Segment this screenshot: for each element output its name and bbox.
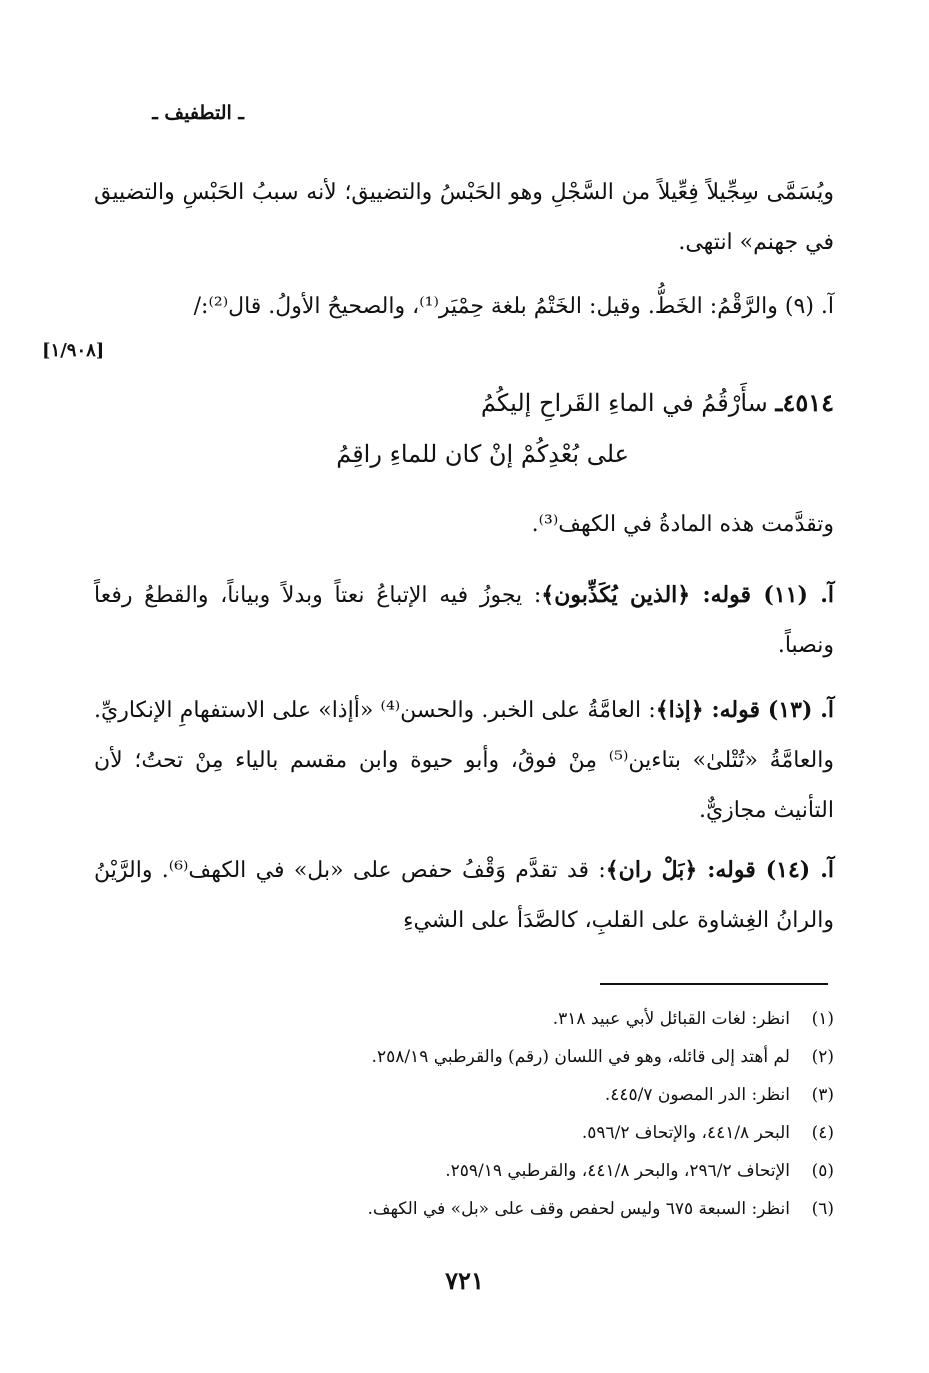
paragraph-raqm: آ. (٩) والرَّقْمُ: الخَطُّ. وقيل: الخَتْمُ بلغة حِمْيَر⁽¹⁾، والصحيحُ الأولُ. قال⁽²⁾:/ (193, 294, 834, 319)
section-heading: آ. (١٤) قوله: ﴿بَلْ ران﴾ (605, 857, 834, 883)
footnote-text: انظر: السبعة ٦٧٥ وليس لحفص وقف على «بل» في الكهف. (367, 1199, 790, 1219)
section-ayah-13 (94, 685, 834, 836)
footnote-number: (٤) (811, 1123, 834, 1143)
footnote-separator (600, 983, 828, 985)
running-header: ـ التطفيف ـ (152, 102, 244, 124)
footnote-number: (٣) (811, 1085, 834, 1105)
verse-hemistich-1: سأَرْقُمُ في الماءِ القَراحِ إليكُمُ (480, 389, 768, 417)
paragraph-sijjil: ويُسَمَّى سِجِّيلاً فِعِّيلاً من السَّجْلِ وهو الحَبْسُ والتضييق؛ لأنه سببُ الحَبْسِ والتضييق في جهنم» انتهى. (94, 180, 834, 255)
paragraph-kahf-reference: وتقدَّمت هذه المادةُ في الكهف⁽³⁾. (531, 512, 834, 537)
footnote-text: لم أهتد إلى قائله، وهو في اللسان (رقم) والقرطبي ٢٥٨/١٩. (371, 1047, 790, 1067)
section-ayah-11 (94, 570, 834, 671)
footnote-3 (94, 1078, 834, 1112)
footnote-number: (٢) (811, 1047, 834, 1067)
section-heading: آ. (١٣) قوله: ﴿إذا﴾ (655, 697, 835, 723)
verse-line-1 (481, 388, 834, 417)
footnote-number: (١) (811, 1009, 834, 1029)
footnote-text: البحر ٤٤١/٨، والإتحاف ٥٩٦/٢. (581, 1123, 790, 1143)
footnote-1 (94, 1002, 834, 1036)
verse-line-2: على بُعْدِكُمْ إنْ كان للماءِ راقِمُ (336, 440, 629, 468)
page-number: ٧٢١ (445, 1266, 484, 1295)
footnote-6 (94, 1192, 834, 1226)
footnote-5 (94, 1154, 834, 1188)
margin-page-reference: [١/٩٠٨] (42, 340, 105, 361)
footnote-text: انظر: الدر المصون ٤٤٥/٧. (604, 1085, 790, 1105)
section-heading: آ. (١١) قوله: ﴿الذين يُكَذِّبون﴾ (541, 582, 835, 608)
section-text: : العامَّةُ على الخبر. والحسن⁽⁴⁾ «أإذا» على الاستفهامِ الإنكاريِّ. والعامَّةُ «تُتْلىٰ» بتاءين⁽⁵⁾ مِنْ فوقُ، وأبو حيوة وابن مقسم بالياء مِنْ تحتُ؛ لأن التأنيث مجازيٌّ. (94, 698, 834, 823)
footnote-number: (٥) (811, 1161, 834, 1181)
footnote-text: الإتحاف ٢٩٦/٢، والبحر ٤٤١/٨، والقرطبي ٢٥٩/١٩. (445, 1161, 790, 1181)
footnote-text: انظر: لغات القبائل لأبي عبيد ٣١٨. (552, 1009, 790, 1029)
verse-number: ٤٥١٤ـ (775, 388, 834, 417)
footnote-4 (94, 1116, 834, 1150)
footnote-2 (94, 1040, 834, 1074)
section-text: : يجوزُ فيه الإتباعُ نعتاً وبدلاً وبياناً، والقطعُ رفعاً ونصباً. (94, 583, 834, 658)
footnote-number: (٦) (811, 1199, 834, 1219)
section-ayah-14 (94, 845, 834, 946)
section-text: : قد تقدَّم وَقْفُ حفص على «بل» في الكهف⁽⁶⁾. والرَّيْنُ والرانُ الغِشاوة على القلبِ، كالصَّدَأ على الشيءِ (94, 858, 834, 933)
